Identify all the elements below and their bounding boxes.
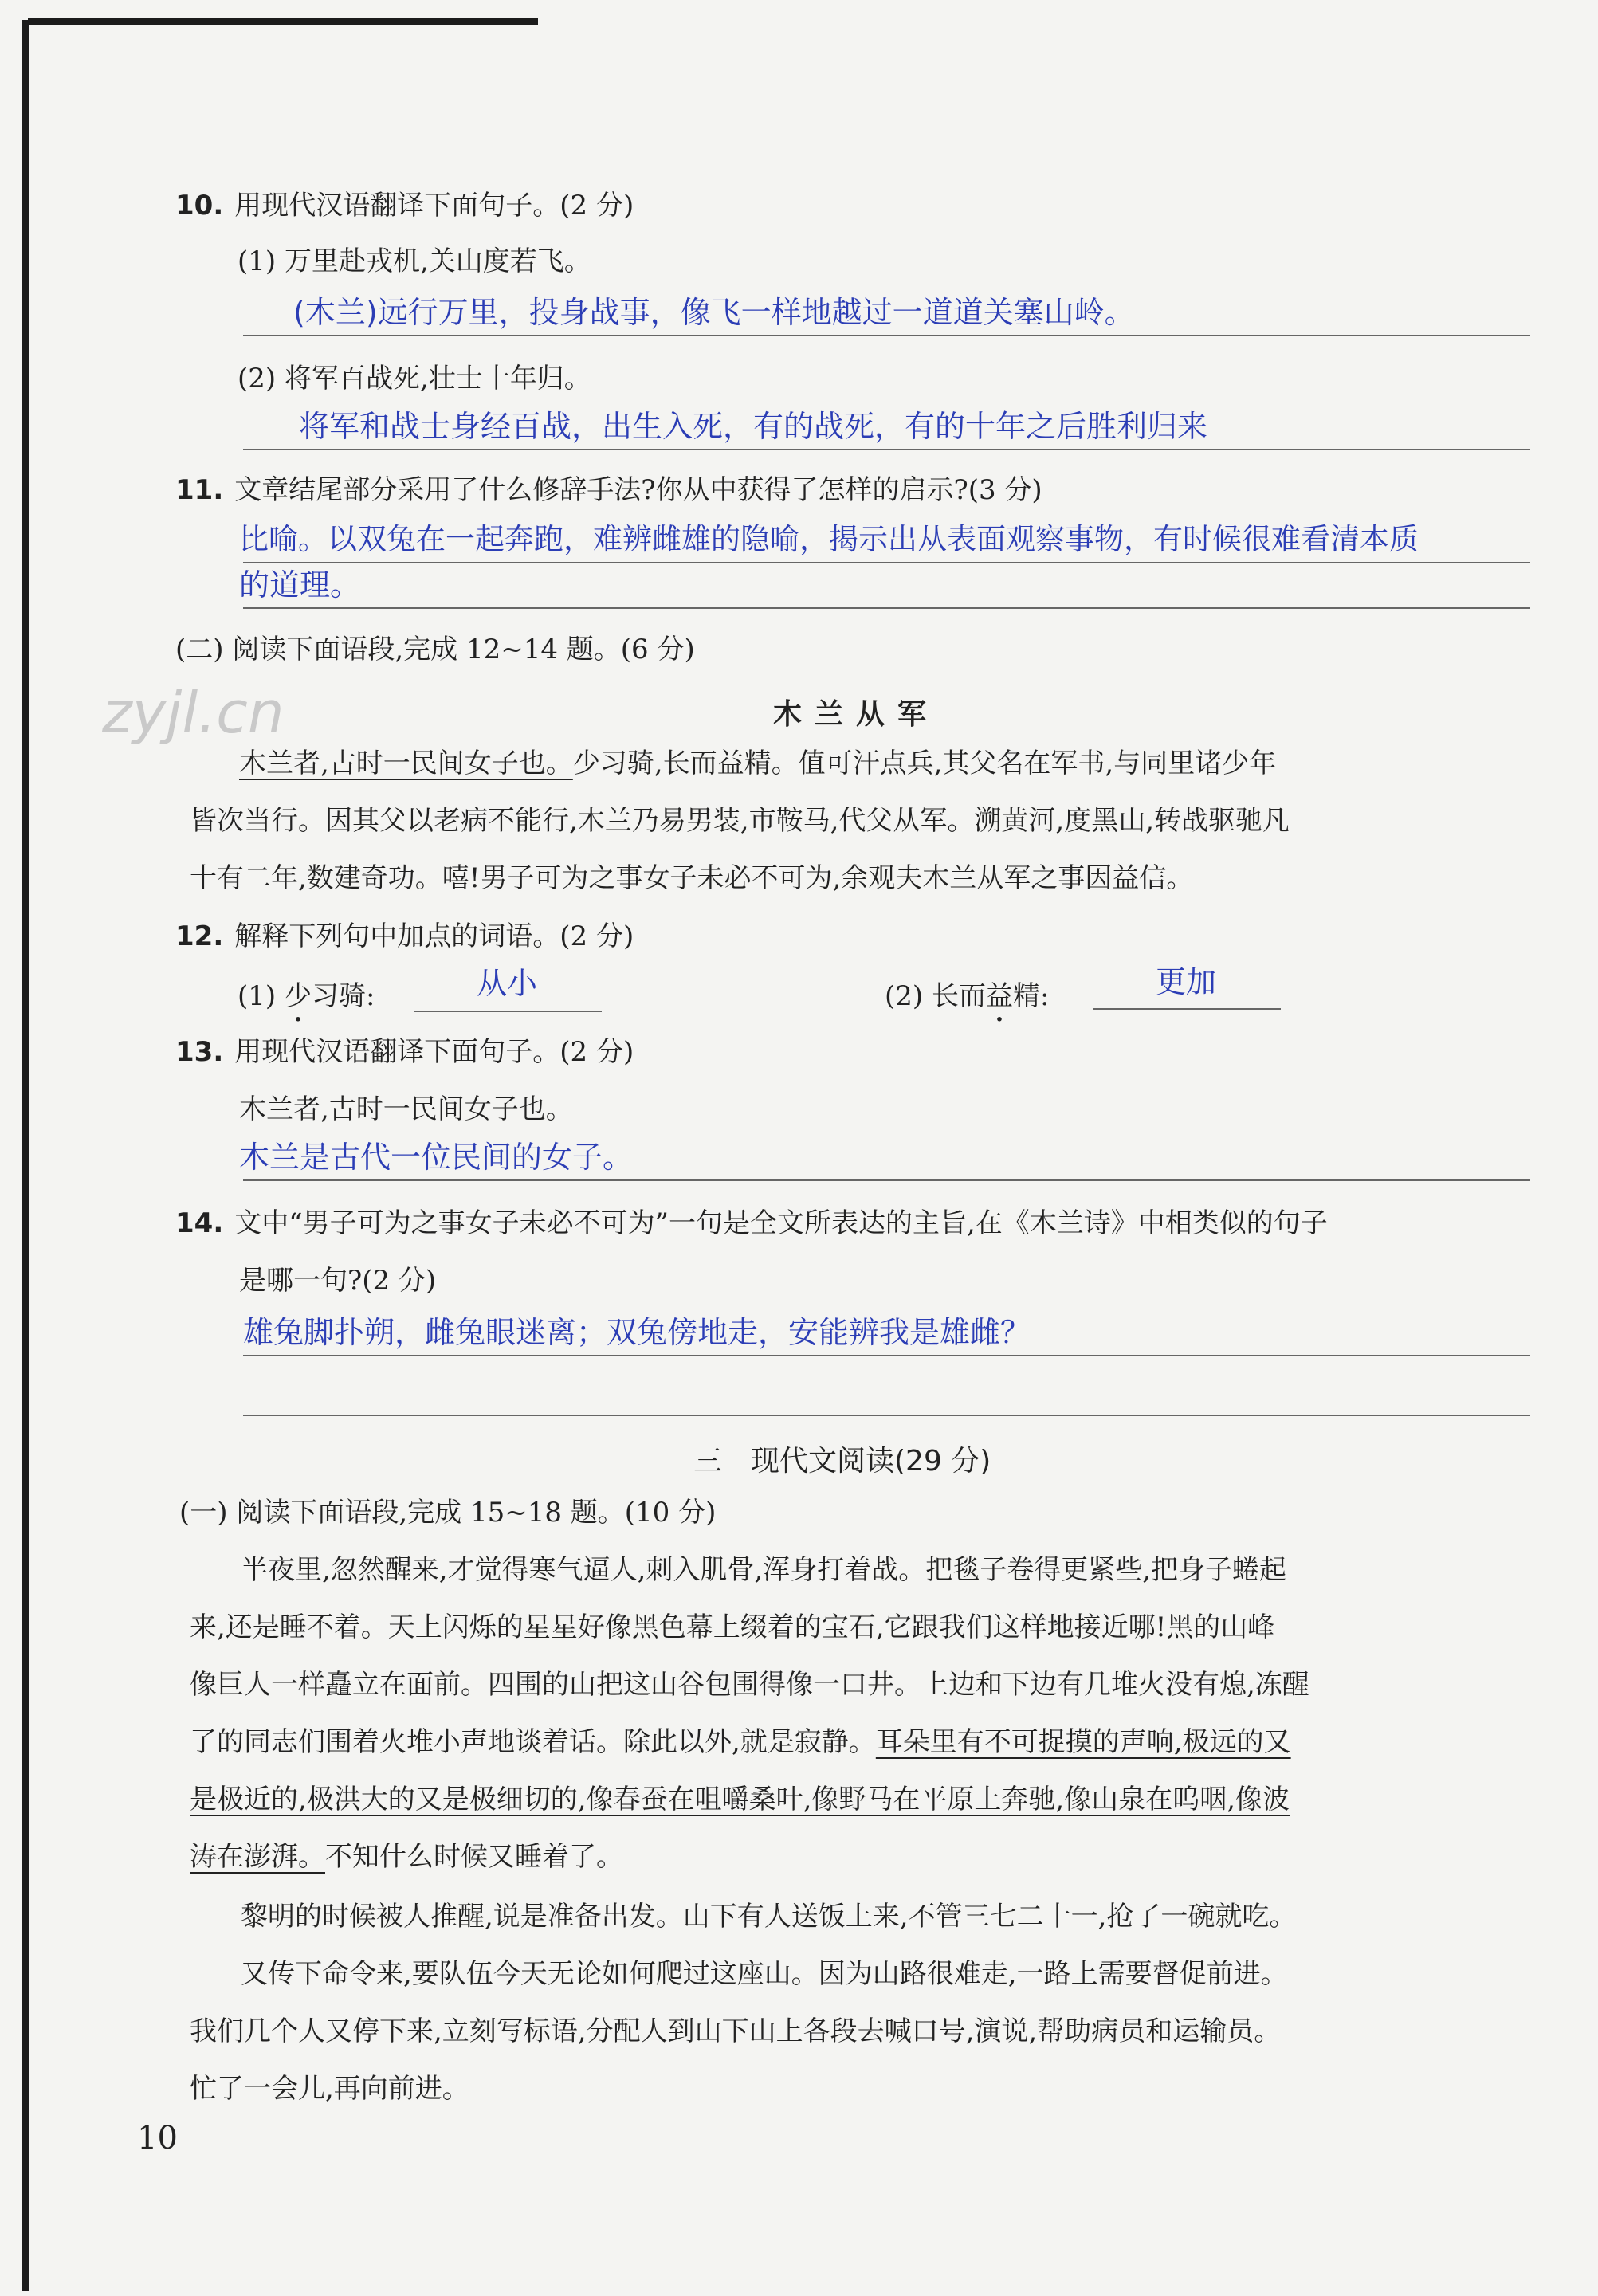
page-left-border [22, 20, 29, 2291]
passage-line-3: 十有二年,数建奇功。嘻!男子可为之事女子未必不可为,余观夫木兰从军之事因益信。 [190, 862, 1194, 894]
q12-item-1: (1) 少习骑: [238, 980, 375, 1012]
answer-line [243, 335, 1530, 336]
question-number: 12. [175, 920, 224, 952]
q14-answer[interactable]: 雄兔脚扑朔，雌兔眼迷离；双兔傍地走，安能辨我是雄雌？ [243, 1315, 1031, 1350]
dotted-word: 益 [985, 980, 1013, 1012]
underlined-sentence: 耳朵里有不可捉摸的声响,极远的又 [875, 1726, 1291, 1758]
question-text: 用现代汉语翻译下面句子。(2 分) [234, 190, 634, 222]
answer-blank [414, 1011, 602, 1012]
passage-title: 木兰从军 [773, 697, 940, 731]
q10-sentence-2: (2) 将军百战死,壮士十年归。 [238, 363, 591, 394]
page-top-border [28, 18, 538, 25]
question-10 [175, 190, 634, 222]
question-number: 10. [175, 190, 224, 222]
q13-sentence: 木兰者,古时一民间女子也。 [239, 1093, 573, 1125]
reading-line-10: 忙了一会儿,再向前进。 [190, 2073, 469, 2105]
passage-line-1: 木兰者,古时一民间女子也。少习骑,长而益精。值可汗点兵,其父名在军书,与同里诸少年 [239, 748, 1277, 779]
q12-answer-1[interactable]: 从小 [477, 966, 538, 1001]
answer-line [243, 449, 1530, 450]
q10-answer-1[interactable]: (木兰)远行万里，投身战事，像飞一样地越过一道道关塞山岭。 [293, 295, 1135, 330]
question-text: 文章结尾部分采用了什么修辞手法?你从中获得了怎样的启示?(3 分) [234, 474, 1042, 506]
q12-answer-2[interactable]: 更加 [1156, 964, 1217, 999]
question-14-line-2: 是哪一句?(2 分) [239, 1265, 437, 1297]
reading-line-7: 黎明的时候被人推醒,说是准备出发。山下有人送饭上来,不管三七二十一,抢了一碗就吃。 [241, 1901, 1297, 1933]
reading-line-2: 来,还是睡不着。天上闪烁的星星好像黑色幕上缀着的宝石,它跟我们这样地接近哪!黑的山峰 [190, 1611, 1275, 1643]
reading-line-3: 像巨人一样矗立在面前。四围的山把这山谷包围得像一口井。上边和下边有几堆火没有熄,冻醒 [190, 1669, 1309, 1701]
answer-blank [1093, 1008, 1281, 1010]
question-13 [175, 1036, 634, 1068]
question-text: 用现代汉语翻译下面句子。(2 分) [234, 1036, 634, 1068]
question-number: 14. [175, 1207, 224, 1239]
question-text-1: 文中“男子可为之事女子未必不可为”一句是全文所表达的主旨,在《木兰诗》中相类似的句子 [234, 1207, 1328, 1239]
q11-answer-line-1[interactable]: 比喻。以双兔在一起奔跑，难辨雌雄的隐喻，揭示出从表面观察事物，有时候很难看清本质 [239, 522, 1419, 556]
q11-answer-line-2[interactable]: 的道理。 [239, 567, 361, 602]
section3-intro: (一) 阅读下面语段,完成 15~18 题。(10 分) [179, 1497, 717, 1529]
q13-answer[interactable]: 木兰是古代一位民间的女子。 [239, 1140, 634, 1175]
passage-line-2: 皆次当行。因其父以老病不能行,木兰乃易男装,市鞍马,代父从军。溯黄河,度黑山,转战驱驰凡 [190, 805, 1290, 837]
reading-line-5 [190, 1784, 1290, 1815]
answer-line [243, 1179, 1530, 1181]
question-number: 11. [175, 474, 224, 506]
q12-item-2: (2) 长而益精: [885, 980, 1050, 1012]
part2-intro: (二) 阅读下面语段,完成 12~14 题。(6 分) [175, 634, 695, 665]
answer-line [243, 607, 1530, 609]
q10-sentence-1: (1) 万里赴戎机,关山度若飞。 [238, 245, 591, 277]
answer-line [243, 1355, 1530, 1356]
underlined-sentence: 涛在澎湃。 [190, 1841, 325, 1873]
underlined-sentence: 是极近的,极洪大的又是极细切的,像春蚕在咀嚼桑叶,像野马在平原上奔驰,像山泉在呜咽,像波 [190, 1784, 1290, 1815]
reading-line-4: 了的同志们围着火堆小声地谈着话。除此以外,就是寂静。耳朵里有不可捉摸的声响,极远的又 [190, 1726, 1291, 1758]
reading-line-1: 半夜里,忽然醒来,才觉得寒气逼人,刺入肌骨,浑身打着战。把毯子卷得更紧些,把身子蜷起 [241, 1554, 1287, 1586]
reading-line-9: 我们几个人又停下来,立刻写标语,分配人到山下山上各段去喊口号,演说,帮助病员和运输员。 [190, 2015, 1282, 2047]
answer-line [243, 562, 1530, 563]
section-title: 三 现代文阅读(29 分) [693, 1445, 991, 1478]
page-number: 10 [137, 2120, 178, 2157]
reading-line-8: 又传下命令来,要队伍今天无论如何爬过这座山。因为山路很难走,一路上需要督促前进。 [241, 1958, 1288, 1990]
question-12 [175, 920, 634, 952]
watermark-logo: zyjl.cn [102, 679, 285, 746]
dotted-word: 少 [284, 980, 312, 1012]
question-14 [175, 1207, 1328, 1239]
q10-answer-2[interactable]: 将军和战士身经百战，出生入死，有的战死，有的十年之后胜利归来 [299, 409, 1208, 444]
question-11 [175, 474, 1042, 506]
underlined-sentence: 木兰者,古时一民间女子也。 [239, 748, 573, 779]
reading-line-6: 涛在澎湃。不知什么时候又睡着了。 [190, 1841, 623, 1873]
question-number: 13. [175, 1036, 224, 1068]
question-text: 解释下列句中加点的词语。(2 分) [234, 920, 634, 952]
answer-line [243, 1415, 1530, 1416]
